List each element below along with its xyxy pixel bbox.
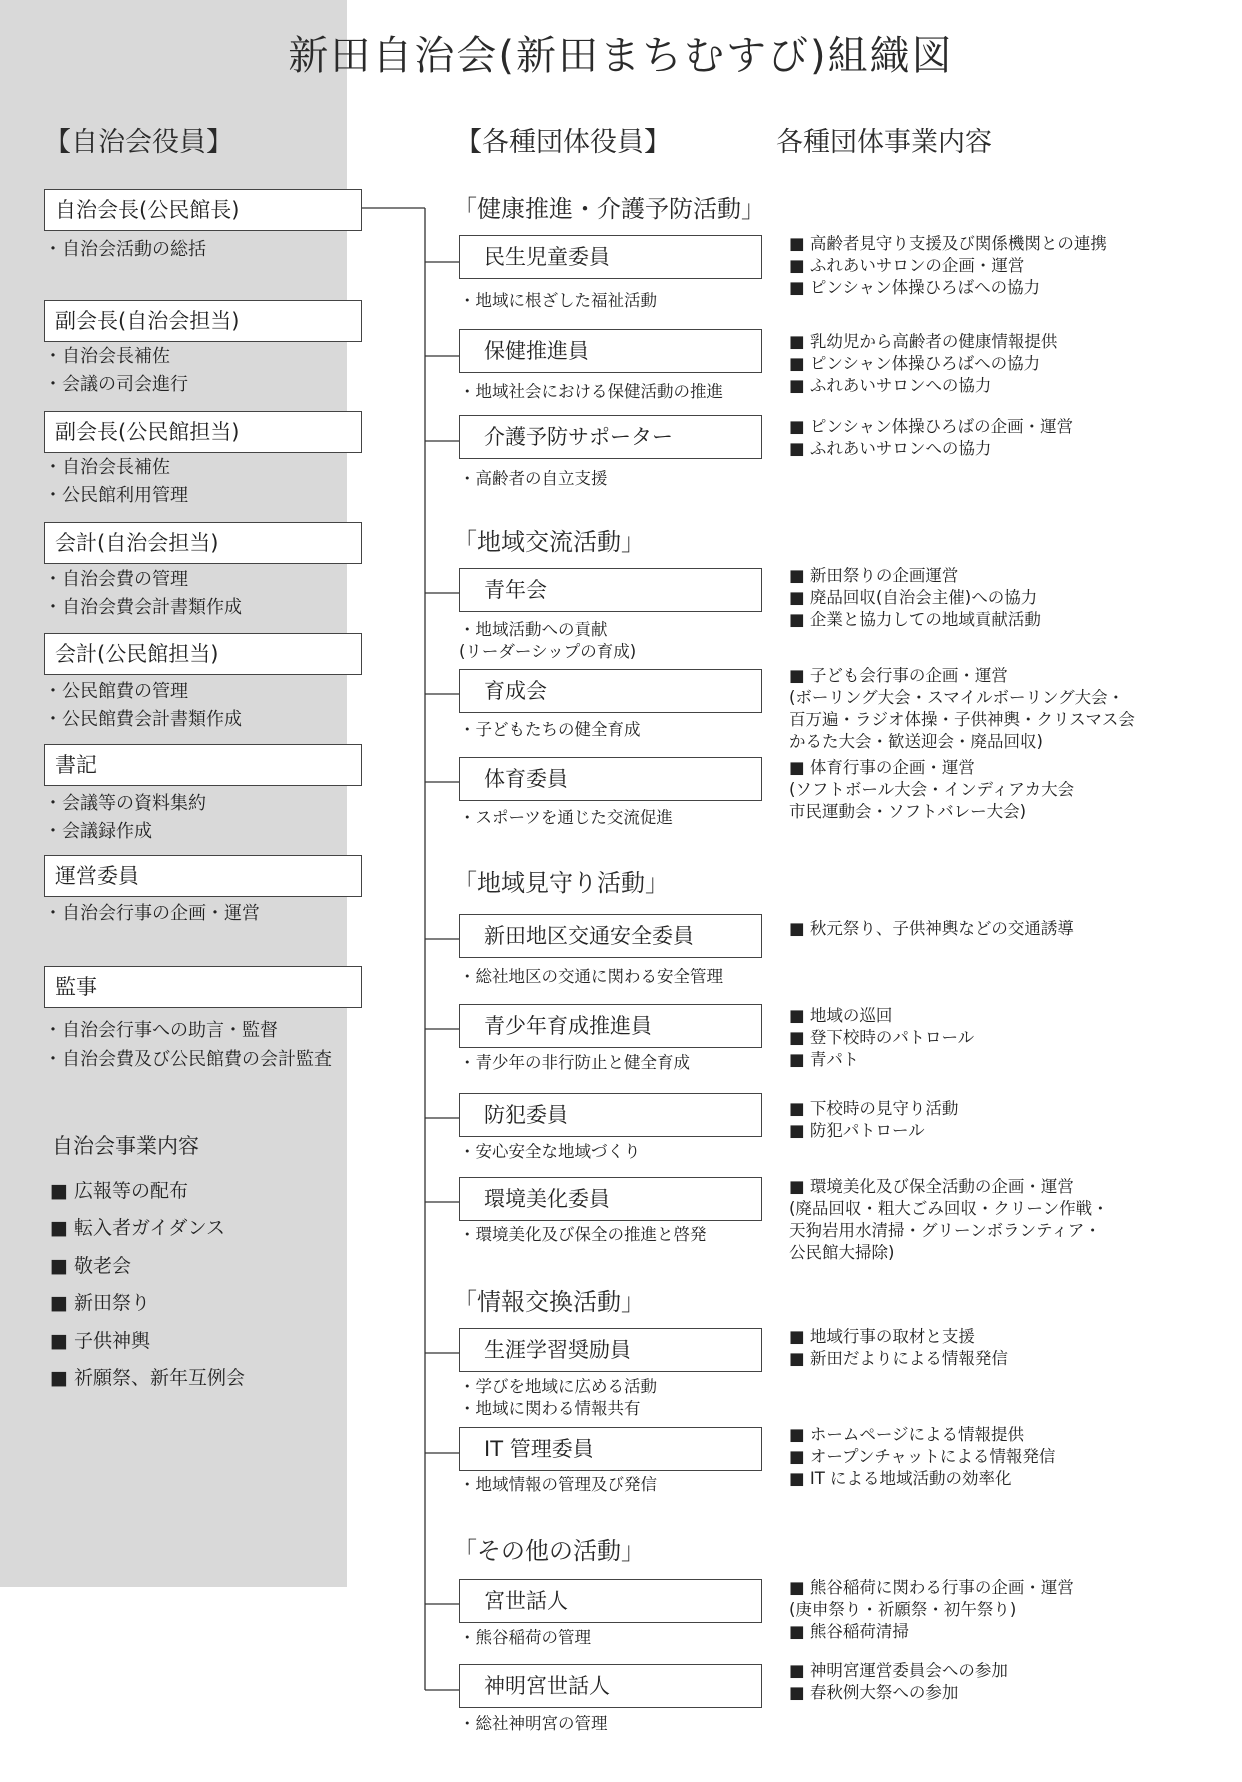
- group-desc: ・学びを地域に広める活動: [459, 1377, 657, 1396]
- officer-duty: ・会議録作成: [44, 821, 152, 842]
- category-health: 「健康推進・介護予防活動」: [453, 195, 765, 223]
- officer-duty: ・公民館利用管理: [44, 485, 188, 506]
- officer-duty: ・会議の司会進行: [44, 374, 188, 395]
- group-activity: ■ ピンシャン体操ひろばへの協力: [789, 278, 1041, 297]
- group-activity: ■ 神明宮運営委員会への参加: [789, 1661, 1008, 1680]
- groups-header: 【各種団体役員】: [455, 127, 671, 158]
- group-activity: ■ 地域の巡回: [789, 1006, 893, 1025]
- group-activity: 市民運動会・ソフトバレー大会): [789, 802, 1027, 821]
- group-desc: ・環境美化及び保全の推進と啓発: [459, 1225, 707, 1244]
- officer-duty: ・会議等の資料集約: [44, 793, 206, 814]
- group-desc: ・青少年の非行防止と健全育成: [459, 1053, 690, 1072]
- group-box-crime-prevention: 防犯委員: [459, 1093, 762, 1137]
- association-business-item: ■ 子供神輿: [50, 1330, 150, 1352]
- group-activity: ■ 防犯パトロール: [789, 1121, 925, 1140]
- group-box-childrens-association: 育成会: [459, 669, 762, 713]
- group-activity: ■ IT による地域活動の効率化: [789, 1469, 1012, 1488]
- group-activity: ■ 企業と協力しての地域貢献活動: [789, 610, 1041, 629]
- group-activity: ■ 青パト: [789, 1050, 860, 1069]
- group-desc: ・地域に根ざした福祉活動: [459, 291, 657, 310]
- officer-box-vice-chair-association: 副会長(自治会担当): [44, 300, 362, 342]
- officer-box-treasurer-hall: 会計(公民館担当): [44, 633, 362, 675]
- group-desc: ・高齢者の自立支援: [459, 469, 608, 488]
- group-box-it-management: IT 管理委員: [459, 1427, 762, 1471]
- group-activity: ■ 下校時の見守り活動: [789, 1099, 959, 1118]
- officer-box-auditor: 監事: [44, 966, 362, 1008]
- group-activity: ■ 廃品回収(自治会主催)への協力: [789, 588, 1038, 607]
- group-desc: ・子どもたちの健全育成: [459, 720, 641, 739]
- association-business-item: ■ 新田祭り: [50, 1292, 150, 1314]
- officer-duty: ・自治会行事への助言・監督: [44, 1020, 278, 1041]
- group-box-environment: 環境美化委員: [459, 1177, 762, 1221]
- group-box-youth-club: 青年会: [459, 568, 762, 612]
- group-activity: ■ 新田祭りの企画運営: [789, 566, 959, 585]
- group-box-health-promoter: 保健推進員: [459, 329, 762, 373]
- group-activity: ■ 熊谷稲荷に関わる行事の企画・運営: [789, 1578, 1074, 1597]
- page-title: 新田自治会(新田まちむすび)組織図: [288, 33, 954, 79]
- group-activity: ■ ピンシャン体操ひろばへの協力: [789, 354, 1041, 373]
- officer-box-treasurer-association: 会計(自治会担当): [44, 522, 362, 564]
- group-desc: ・地域活動への貢献: [459, 620, 608, 639]
- group-desc: ・地域情報の管理及び発信: [459, 1475, 657, 1494]
- group-activity: かるた大会・歓送迎会・廃品回収): [789, 732, 1043, 751]
- group-activity: ■ 熊谷稲荷清掃: [789, 1622, 909, 1641]
- association-business-item: ■ 広報等の配布: [50, 1180, 188, 1202]
- group-activity: ■ 地域行事の取材と支援: [789, 1327, 975, 1346]
- group-desc: ・安心安全な地域づくり: [459, 1142, 641, 1161]
- group-desc: ・熊谷稲荷の管理: [459, 1628, 591, 1647]
- group-activity: ■ 登下校時のパトロール: [789, 1028, 975, 1047]
- officer-box-secretary: 書記: [44, 744, 362, 786]
- officer-box-chairman: 自治会長(公民館長): [44, 189, 362, 231]
- group-box-traffic-safety: 新田地区交通安全委員: [459, 914, 762, 958]
- association-business-item: ■ 敬老会: [50, 1255, 131, 1277]
- group-activity: ■ 新田だよりによる情報発信: [789, 1349, 1008, 1368]
- officer-duty: ・自治会長補佐: [44, 346, 170, 367]
- officer-duty: ・自治会費及び公民館費の会計監査: [44, 1049, 332, 1070]
- group-desc: ・地域に関わる情報共有: [459, 1399, 641, 1418]
- group-activity: 天狗岩用水清掃・グリーンボランティア・: [789, 1221, 1101, 1240]
- group-activity: ■ 子ども会行事の企画・運営: [789, 666, 1008, 685]
- group-activity: ■ ふれあいサロンへの協力: [789, 439, 992, 458]
- group-activity: ■ 体育行事の企画・運営: [789, 758, 975, 777]
- officer-duty: ・自治会活動の総括: [44, 239, 206, 260]
- group-activity: (廃品回収・粗大ごみ回収・クリーン作戦・: [789, 1199, 1109, 1218]
- group-box-shrine-caretaker: 宮世話人: [459, 1579, 762, 1623]
- association-business-item: ■ 転入者ガイダンス: [50, 1217, 226, 1239]
- group-activity: (ソフトボール大会・インディアカ大会: [789, 780, 1075, 799]
- group-activity: 公民館大掃除): [789, 1243, 895, 1262]
- group-desc: ・総社神明宮の管理: [459, 1714, 608, 1733]
- group-activity: (庚申祭り・祈願祭・初午祭り): [789, 1600, 1017, 1619]
- group-activity: ■ 春秋例大祭への参加: [789, 1683, 959, 1702]
- group-box-welfare-commissioner: 民生児童委員: [459, 235, 762, 279]
- group-box-sports-committee: 体育委員: [459, 757, 762, 801]
- officer-duty: ・自治会長補佐: [44, 457, 170, 478]
- group-box-lifelong-learning: 生涯学習奨励員: [459, 1328, 762, 1372]
- officers-header: 【自治会役員】: [44, 127, 233, 158]
- group-activity: ■ ふれあいサロンの企画・運営: [789, 256, 1025, 275]
- group-desc: ・総社地区の交通に関わる安全管理: [459, 967, 723, 986]
- group-desc: (リーダーシップの育成): [459, 642, 637, 661]
- group-activity: ■ 秋元祭り、子供神輿などの交通誘導: [789, 919, 1074, 938]
- category-other: 「その他の活動」: [453, 1537, 645, 1565]
- officer-duty: ・公民館費の管理: [44, 681, 188, 702]
- officer-duty: ・自治会費の管理: [44, 569, 188, 590]
- officer-duty: ・公民館費会計書類作成: [44, 709, 242, 730]
- officer-duty: ・自治会行事の企画・運営: [44, 903, 260, 924]
- group-desc: ・地域社会における保健活動の推進: [459, 382, 723, 401]
- group-activity: ■ 乳幼児から高齢者の健康情報提供: [789, 332, 1058, 351]
- group-activity: ■ ピンシャン体操ひろばの企画・運営: [789, 417, 1074, 436]
- category-information: 「情報交換活動」: [453, 1288, 645, 1316]
- group-box-care-supporter: 介護予防サポーター: [459, 415, 762, 459]
- officer-box-vice-chair-hall: 副会長(公民館担当): [44, 411, 362, 453]
- group-activity: ■ 環境美化及び保全活動の企画・運営: [789, 1177, 1074, 1196]
- category-watch: 「地域見守り活動」: [453, 869, 669, 897]
- officer-duty: ・自治会費会計書類作成: [44, 597, 242, 618]
- association-business-item: ■ 祈願祭、新年互例会: [50, 1367, 245, 1389]
- group-desc: ・スポーツを通じた交流促進: [459, 808, 673, 827]
- activities-header: 各種団体事業内容: [776, 127, 992, 158]
- association-business-title: 自治会事業内容: [52, 1134, 199, 1158]
- group-activity: ■ ホームページによる情報提供: [789, 1425, 1025, 1444]
- group-box-youth-development: 青少年育成推進員: [459, 1004, 762, 1048]
- group-activity: 百万遍・ラジオ体操・子供神輿・クリスマス会: [789, 710, 1135, 729]
- group-activity: ■ ふれあいサロンへの協力: [789, 376, 992, 395]
- group-box-shinmeigu-caretaker: 神明宮世話人: [459, 1664, 762, 1708]
- group-activity: (ボーリング大会・スマイルボーリング大会・: [789, 688, 1125, 707]
- officer-box-steering: 運営委員: [44, 855, 362, 897]
- group-activity: ■ 高齢者見守り支援及び関係機関との連携: [789, 234, 1107, 253]
- category-exchange: 「地域交流活動」: [453, 528, 645, 556]
- group-activity: ■ オープンチャットによる情報発信: [789, 1447, 1056, 1466]
